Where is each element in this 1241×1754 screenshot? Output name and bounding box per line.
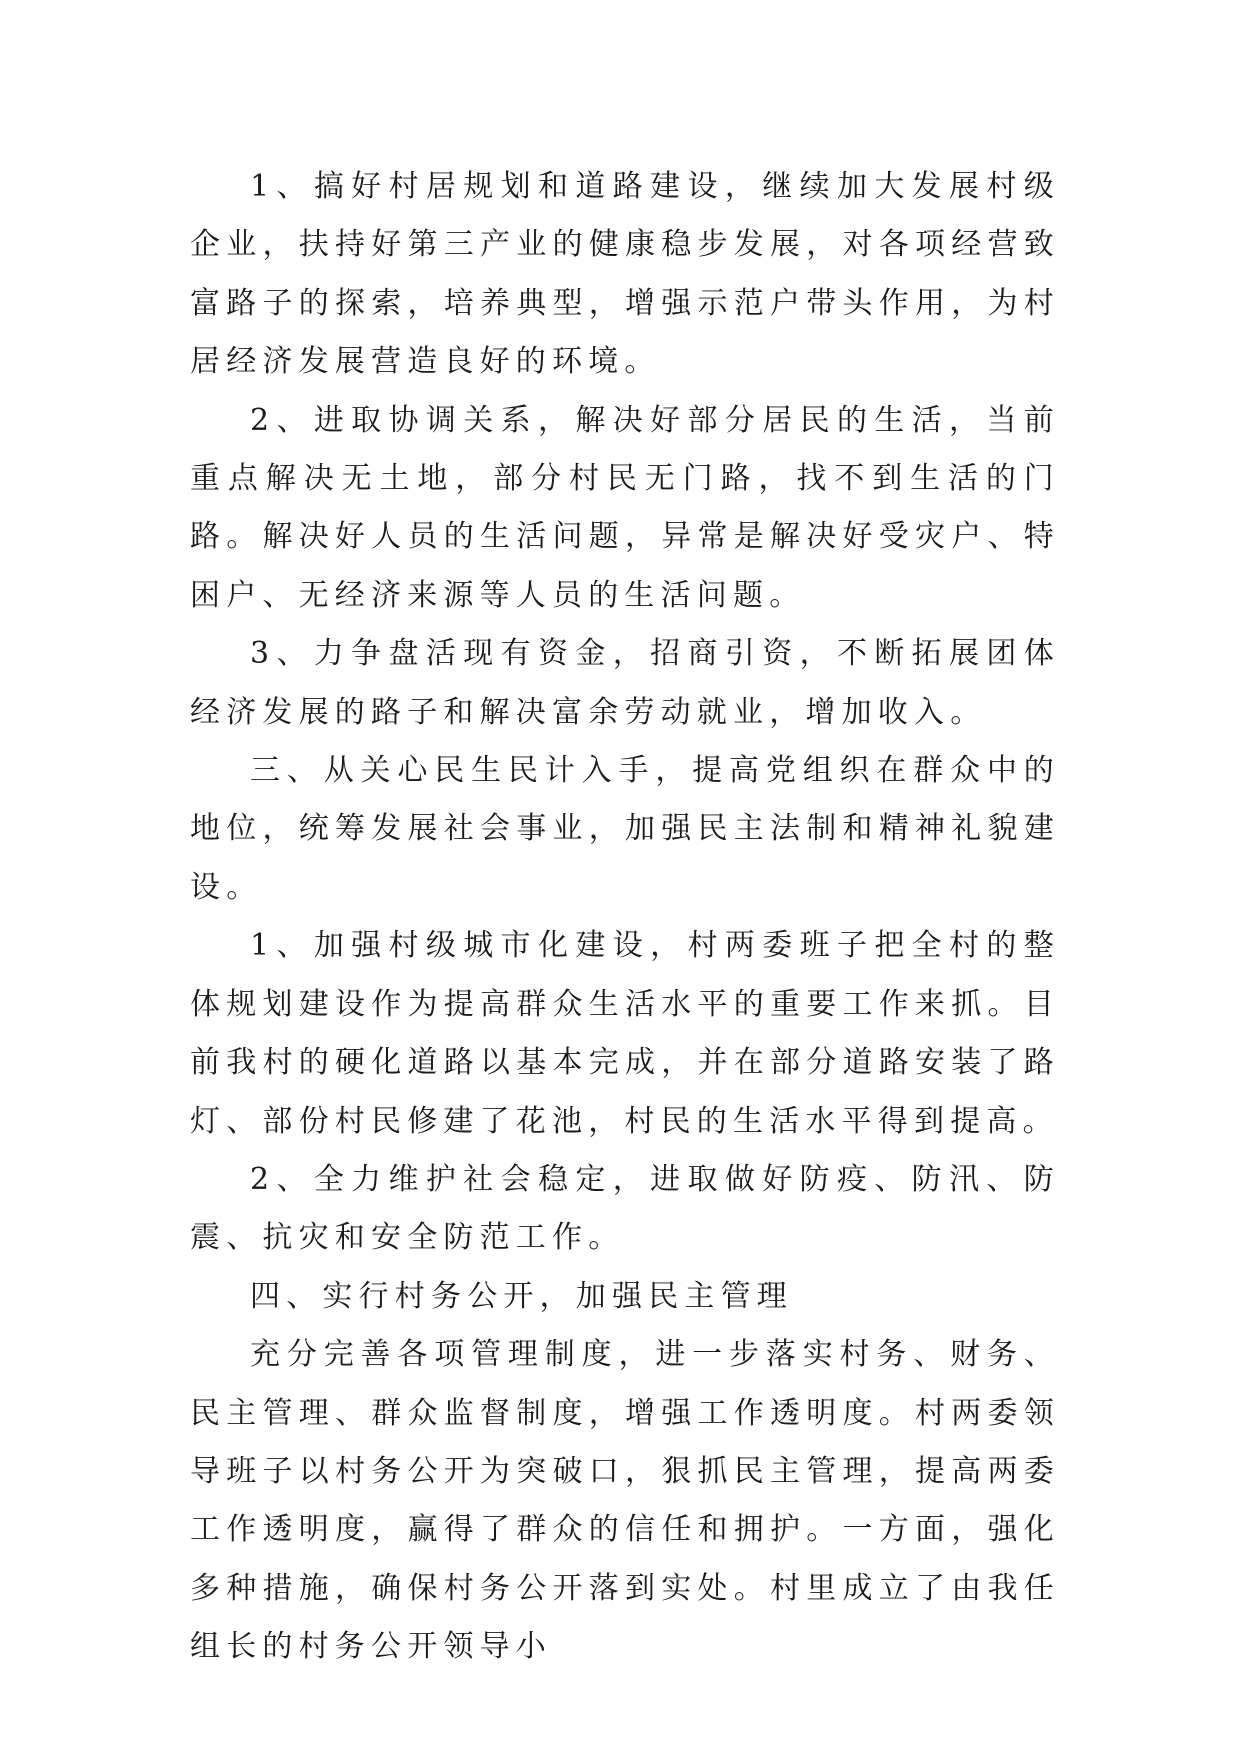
paragraph-item-3: 3、力争盘活现有资金，招商引资，不断拓展团体经济发展的路子和解决富余劳动就业，增加收入。 bbox=[190, 636, 1060, 730]
document-body bbox=[190, 158, 1060, 1677]
paragraph-item-2: 2、进取协调关系，解决好部分居民的生活，当前重点解决无土地，部分村民无门路，找不到生活的门路。解决好人员的生活问题，异常是解决好受灾户、特困户、无经济来源等人员的生活问题。 bbox=[190, 402, 1060, 613]
paragraph-item-1b: 1、加强村级城市化建设，村两委班子把全村的整体规划建设作为提高群众生活水平的重要工作来抓。目前我村的硬化道路以基本完成，并在部分道路安装了路灯、部份村民修建了花池，村民的生活水平得到提高。 bbox=[190, 928, 1060, 1139]
paragraph-body-final: 充分完善各项管理制度，进一步落实村务、财务、民主管理、群众监督制度，增强工作透明度。村两委领导班子以村务公开为突破口，狠抓民主管理，提高两委工作透明度，赢得了群众的信任和拥护。一方面，强化多种措施，确保村务公开落到实处。村里成立了由我任组长的村务公开领导小 bbox=[190, 1337, 1060, 1665]
section-heading-4: 四、实行村务公开，加强民主管理 bbox=[250, 1278, 793, 1314]
paragraph-item-2b: 2、全力维护社会稳定，进取做好防疫、防汛、防震、抗灾和安全防范工作。 bbox=[190, 1161, 1060, 1256]
section-heading-3: 三、从关心民生民计入手，提高党组织在群众中的地位，统筹发展社会事业，加强民主法制和精神礼貌建设。 bbox=[190, 753, 1060, 905]
paragraph-item-1: 1、搞好村居规划和道路建设，继续加大发展村级企业，扶持好第三产业的健康稳步发展，对各项经营致富路子的探索，培养典型，增强示范户带头作用，为村居经济发展营造良好的环境。 bbox=[190, 169, 1060, 380]
